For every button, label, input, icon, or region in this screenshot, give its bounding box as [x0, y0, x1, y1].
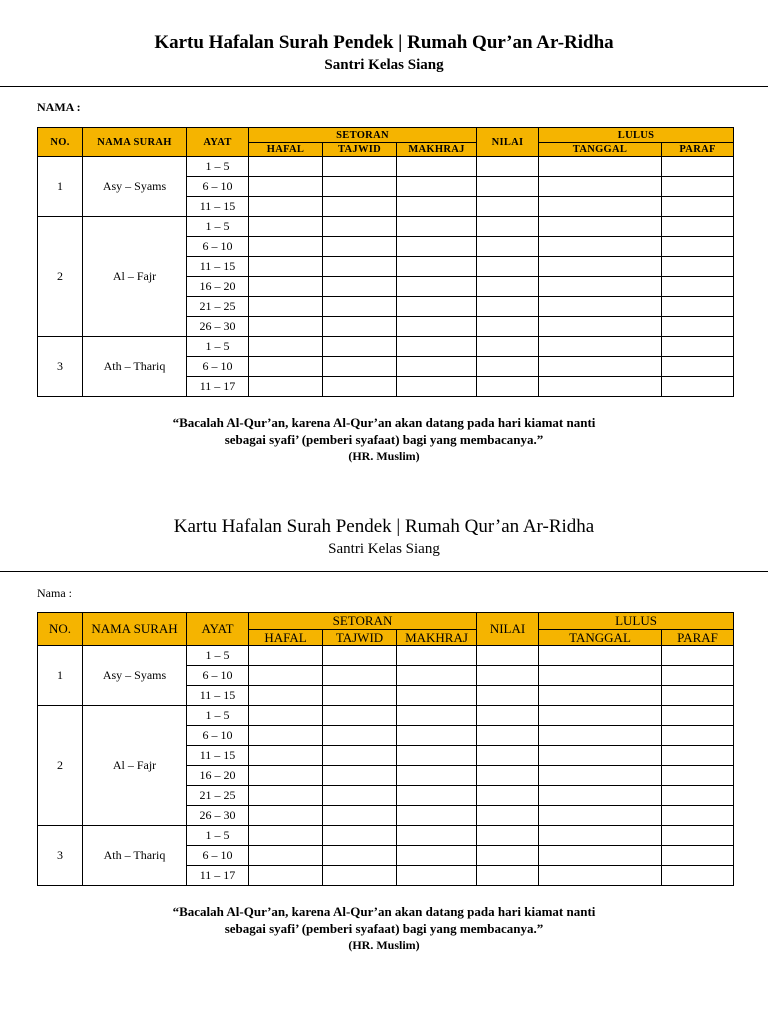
header-hafal: HAFAL: [249, 143, 323, 157]
memorization-table: [37, 127, 734, 397]
quote-line-1: “Bacalah Al-Qur’an, karena Al-Qur’an akan datang pada hari kiamat nanti: [172, 904, 596, 919]
paraf-cell[interactable]: [662, 177, 734, 197]
paraf-cell[interactable]: [662, 357, 734, 377]
tajwid-cell[interactable]: [323, 177, 397, 197]
nilai-cell[interactable]: [477, 826, 539, 846]
table-row: [38, 706, 734, 726]
nilai-cell[interactable]: [477, 337, 539, 357]
tajwid-cell[interactable]: [323, 317, 397, 337]
hafal-cell[interactable]: [249, 237, 323, 257]
paraf-cell[interactable]: [662, 766, 734, 786]
tajwid-cell[interactable]: [323, 846, 397, 866]
makhraj-cell[interactable]: [397, 177, 477, 197]
quote-line-2: sebagai syafi’ (pemberi syafaat) bagi yang membacanya.”: [224, 432, 544, 447]
surah-name: Al – Fajr: [83, 217, 187, 337]
card-subtitle: Santri Kelas Siang: [324, 57, 444, 73]
header-no: NO.: [38, 128, 83, 157]
ayat-range: 6 – 10: [187, 726, 249, 746]
makhraj-cell[interactable]: [397, 297, 477, 317]
nilai-cell[interactable]: [477, 237, 539, 257]
nilai-cell[interactable]: [477, 686, 539, 706]
ayat-range: 11 – 17: [187, 866, 249, 886]
makhraj-cell[interactable]: [397, 706, 477, 726]
surah-number: 1: [38, 646, 83, 706]
tajwid-cell[interactable]: [323, 277, 397, 297]
ayat-range: 16 – 20: [187, 277, 249, 297]
paraf-cell[interactable]: [662, 706, 734, 726]
header-setoran: SETORAN: [249, 128, 477, 143]
makhraj-cell[interactable]: [397, 237, 477, 257]
makhraj-cell[interactable]: [397, 826, 477, 846]
header-ayat: AYAT: [187, 128, 249, 157]
paraf-cell[interactable]: [662, 257, 734, 277]
ayat-range: 6 – 10: [187, 846, 249, 866]
tanggal-cell[interactable]: [539, 157, 662, 177]
header-tajwid: TAJWID: [323, 143, 397, 157]
makhraj-cell[interactable]: [397, 257, 477, 277]
hafal-cell[interactable]: [249, 846, 323, 866]
hafal-cell[interactable]: [249, 806, 323, 826]
paraf-cell[interactable]: [662, 846, 734, 866]
ayat-range: 6 – 10: [187, 177, 249, 197]
makhraj-cell[interactable]: [397, 686, 477, 706]
ayat-range: 11 – 15: [187, 686, 249, 706]
tanggal-cell[interactable]: [539, 706, 662, 726]
table-row: [38, 826, 734, 846]
nilai-cell[interactable]: [477, 726, 539, 746]
tanggal-cell[interactable]: [539, 686, 662, 706]
hafal-cell[interactable]: [249, 786, 323, 806]
nilai-cell[interactable]: [477, 157, 539, 177]
hafal-cell[interactable]: [249, 826, 323, 846]
surah-number: 1: [38, 157, 83, 217]
tajwid-cell[interactable]: [323, 257, 397, 277]
tajwid-cell[interactable]: [323, 357, 397, 377]
hafal-cell[interactable]: [249, 317, 323, 337]
hafal-cell[interactable]: [249, 706, 323, 726]
nilai-cell[interactable]: [477, 666, 539, 686]
ayat-range: 11 – 15: [187, 197, 249, 217]
header-makhraj: MAKHRAJ: [397, 630, 477, 646]
tajwid-cell[interactable]: [323, 157, 397, 177]
card-subtitle: Santri Kelas Siang: [328, 541, 440, 557]
nilai-cell[interactable]: [477, 786, 539, 806]
header-tajwid: TAJWID: [323, 630, 397, 646]
hafal-cell[interactable]: [249, 746, 323, 766]
paraf-cell[interactable]: [662, 317, 734, 337]
surah-name: Ath – Thariq: [83, 826, 187, 886]
paraf-cell[interactable]: [662, 337, 734, 357]
hafal-cell[interactable]: [249, 646, 323, 666]
tanggal-cell[interactable]: [539, 786, 662, 806]
paraf-cell[interactable]: [662, 746, 734, 766]
header-surah-name: NAMA SURAH: [83, 128, 187, 157]
tanggal-cell[interactable]: [539, 766, 662, 786]
paraf-cell[interactable]: [662, 786, 734, 806]
makhraj-cell[interactable]: [397, 357, 477, 377]
makhraj-cell[interactable]: [397, 337, 477, 357]
nilai-cell[interactable]: [477, 277, 539, 297]
quote-line-1: “Bacalah Al-Qur’an, karena Al-Qur’an akan datang pada hari kiamat nanti: [172, 415, 596, 430]
hafal-cell[interactable]: [249, 377, 323, 397]
header-ayat: AYAT: [187, 613, 249, 646]
table-row: [38, 157, 734, 177]
tajwid-cell[interactable]: [323, 197, 397, 217]
paraf-cell[interactable]: [662, 806, 734, 826]
table-row: [38, 646, 734, 666]
paraf-cell[interactable]: [662, 297, 734, 317]
header-nilai: NILAI: [477, 613, 539, 646]
tanggal-cell[interactable]: [539, 826, 662, 846]
surah-name: Al – Fajr: [83, 706, 187, 826]
quote-source: (HR. Muslim): [348, 449, 420, 463]
header-no: NO.: [38, 613, 83, 646]
tanggal-cell[interactable]: [539, 726, 662, 746]
ayat-range: 1 – 5: [187, 706, 249, 726]
tanggal-cell[interactable]: [539, 217, 662, 237]
tanggal-cell[interactable]: [539, 177, 662, 197]
paraf-cell[interactable]: [662, 217, 734, 237]
header-nilai: NILAI: [477, 128, 539, 157]
paraf-cell[interactable]: [662, 377, 734, 397]
tanggal-cell[interactable]: [539, 297, 662, 317]
ayat-range: 21 – 25: [187, 786, 249, 806]
makhraj-cell[interactable]: [397, 806, 477, 826]
nilai-cell[interactable]: [477, 846, 539, 866]
divider: [0, 571, 768, 572]
tajwid-cell[interactable]: [323, 726, 397, 746]
tajwid-cell[interactable]: [323, 686, 397, 706]
tajwid-cell[interactable]: [323, 746, 397, 766]
header-makhraj: MAKHRAJ: [397, 143, 477, 157]
tajwid-cell[interactable]: [323, 766, 397, 786]
tajwid-cell[interactable]: [323, 706, 397, 726]
hafal-cell[interactable]: [249, 277, 323, 297]
header-surah-name: NAMA SURAH: [83, 613, 187, 646]
ayat-range: 1 – 5: [187, 826, 249, 846]
nilai-cell[interactable]: [477, 297, 539, 317]
tajwid-cell[interactable]: [323, 337, 397, 357]
paraf-cell[interactable]: [662, 726, 734, 746]
surah-number: 3: [38, 337, 83, 397]
nilai-cell[interactable]: [477, 257, 539, 277]
header-lulus: LULUS: [539, 128, 734, 143]
header-setoran: SETORAN: [249, 613, 477, 630]
tanggal-cell[interactable]: [539, 197, 662, 217]
nilai-cell[interactable]: [477, 766, 539, 786]
ayat-range: 21 – 25: [187, 297, 249, 317]
hafal-cell[interactable]: [249, 686, 323, 706]
hadith-quote: [0, 414, 768, 465]
tajwid-cell[interactable]: [323, 297, 397, 317]
tanggal-cell[interactable]: [539, 646, 662, 666]
tanggal-cell[interactable]: [539, 846, 662, 866]
hafal-cell[interactable]: [249, 666, 323, 686]
header-tanggal: TANGGAL: [539, 630, 662, 646]
card-title: Kartu Hafalan Surah Pendek | Rumah Qur’an Ar-Ridha: [154, 32, 614, 53]
surah-name: Asy – Syams: [83, 157, 187, 217]
hafal-cell[interactable]: [249, 257, 323, 277]
ayat-range: 1 – 5: [187, 157, 249, 177]
divider: [0, 86, 768, 87]
makhraj-cell[interactable]: [397, 377, 477, 397]
surah-name: Asy – Syams: [83, 646, 187, 706]
paraf-cell[interactable]: [662, 157, 734, 177]
hafal-cell[interactable]: [249, 337, 323, 357]
nilai-cell[interactable]: [477, 317, 539, 337]
nilai-cell[interactable]: [477, 177, 539, 197]
nilai-cell[interactable]: [477, 706, 539, 726]
header-paraf: PARAF: [662, 143, 734, 157]
card-title: Kartu Hafalan Surah Pendek | Rumah Qur’an Ar-Ridha: [173, 516, 595, 537]
makhraj-cell[interactable]: [397, 197, 477, 217]
makhraj-cell[interactable]: [397, 866, 477, 886]
quote-line-2: sebagai syafi’ (pemberi syafaat) bagi yang membacanya.”: [224, 921, 544, 936]
tanggal-cell[interactable]: [539, 357, 662, 377]
nilai-cell[interactable]: [477, 217, 539, 237]
memorization-table: [37, 612, 734, 886]
hafal-cell[interactable]: [249, 197, 323, 217]
makhraj-cell[interactable]: [397, 666, 477, 686]
paraf-cell[interactable]: [662, 686, 734, 706]
tajwid-cell[interactable]: [323, 786, 397, 806]
tanggal-cell[interactable]: [539, 257, 662, 277]
surah-name: Ath – Thariq: [83, 337, 187, 397]
nilai-cell[interactable]: [477, 357, 539, 377]
makhraj-cell[interactable]: [397, 217, 477, 237]
tajwid-cell[interactable]: [323, 237, 397, 257]
header-hafal: HAFAL: [249, 630, 323, 646]
makhraj-cell[interactable]: [397, 746, 477, 766]
makhraj-cell[interactable]: [397, 317, 477, 337]
ayat-range: 16 – 20: [187, 766, 249, 786]
tanggal-cell[interactable]: [539, 377, 662, 397]
nilai-cell[interactable]: [477, 377, 539, 397]
nilai-cell[interactable]: [477, 197, 539, 217]
tanggal-cell[interactable]: [539, 666, 662, 686]
header-tanggal: TANGGAL: [539, 143, 662, 157]
header-lulus: LULUS: [539, 613, 734, 630]
ayat-range: 1 – 5: [187, 217, 249, 237]
hafal-cell[interactable]: [249, 726, 323, 746]
quote-source: (HR. Muslim): [348, 938, 420, 952]
tanggal-cell[interactable]: [539, 237, 662, 257]
tajwid-cell[interactable]: [323, 806, 397, 826]
tanggal-cell[interactable]: [539, 337, 662, 357]
tanggal-cell[interactable]: [539, 317, 662, 337]
tanggal-cell[interactable]: [539, 277, 662, 297]
hafal-cell[interactable]: [249, 217, 323, 237]
surah-number: 2: [38, 706, 83, 826]
tanggal-cell[interactable]: [539, 806, 662, 826]
header-paraf: PARAF: [662, 630, 734, 646]
ayat-range: 11 – 15: [187, 257, 249, 277]
hafal-cell[interactable]: [249, 357, 323, 377]
tajwid-cell[interactable]: [323, 866, 397, 886]
ayat-range: 26 – 30: [187, 317, 249, 337]
tanggal-cell[interactable]: [539, 866, 662, 886]
paraf-cell[interactable]: [662, 277, 734, 297]
hafal-cell[interactable]: [249, 157, 323, 177]
nilai-cell[interactable]: [477, 866, 539, 886]
ayat-range: 1 – 5: [187, 337, 249, 357]
makhraj-cell[interactable]: [397, 846, 477, 866]
surah-number: 2: [38, 217, 83, 337]
paraf-cell[interactable]: [662, 237, 734, 257]
tanggal-cell[interactable]: [539, 746, 662, 766]
tajwid-cell[interactable]: [323, 217, 397, 237]
ayat-range: 6 – 10: [187, 357, 249, 377]
ayat-range: 11 – 15: [187, 746, 249, 766]
ayat-range: 11 – 17: [187, 377, 249, 397]
makhraj-cell[interactable]: [397, 766, 477, 786]
makhraj-cell[interactable]: [397, 726, 477, 746]
ayat-range: 1 – 5: [187, 646, 249, 666]
makhraj-cell[interactable]: [397, 646, 477, 666]
table-row: [38, 217, 734, 237]
paraf-cell[interactable]: [662, 197, 734, 217]
nilai-cell[interactable]: [477, 646, 539, 666]
hafal-cell[interactable]: [249, 766, 323, 786]
nilai-cell[interactable]: [477, 746, 539, 766]
makhraj-cell[interactable]: [397, 277, 477, 297]
nilai-cell[interactable]: [477, 806, 539, 826]
ayat-range: 6 – 10: [187, 666, 249, 686]
name-label: Nama :: [37, 586, 72, 600]
tajwid-cell[interactable]: [323, 646, 397, 666]
ayat-range: 6 – 10: [187, 237, 249, 257]
makhraj-cell[interactable]: [397, 157, 477, 177]
name-label: NAMA :: [37, 100, 81, 114]
tajwid-cell[interactable]: [323, 826, 397, 846]
tajwid-cell[interactable]: [323, 666, 397, 686]
table-row: [38, 337, 734, 357]
ayat-range: 26 – 30: [187, 806, 249, 826]
paraf-cell[interactable]: [662, 866, 734, 886]
paraf-cell[interactable]: [662, 646, 734, 666]
hadith-quote: [0, 903, 768, 954]
makhraj-cell[interactable]: [397, 786, 477, 806]
hafal-cell[interactable]: [249, 297, 323, 317]
paraf-cell[interactable]: [662, 666, 734, 686]
tajwid-cell[interactable]: [323, 377, 397, 397]
surah-number: 3: [38, 826, 83, 886]
paraf-cell[interactable]: [662, 826, 734, 846]
hafal-cell[interactable]: [249, 177, 323, 197]
hafal-cell[interactable]: [249, 866, 323, 886]
